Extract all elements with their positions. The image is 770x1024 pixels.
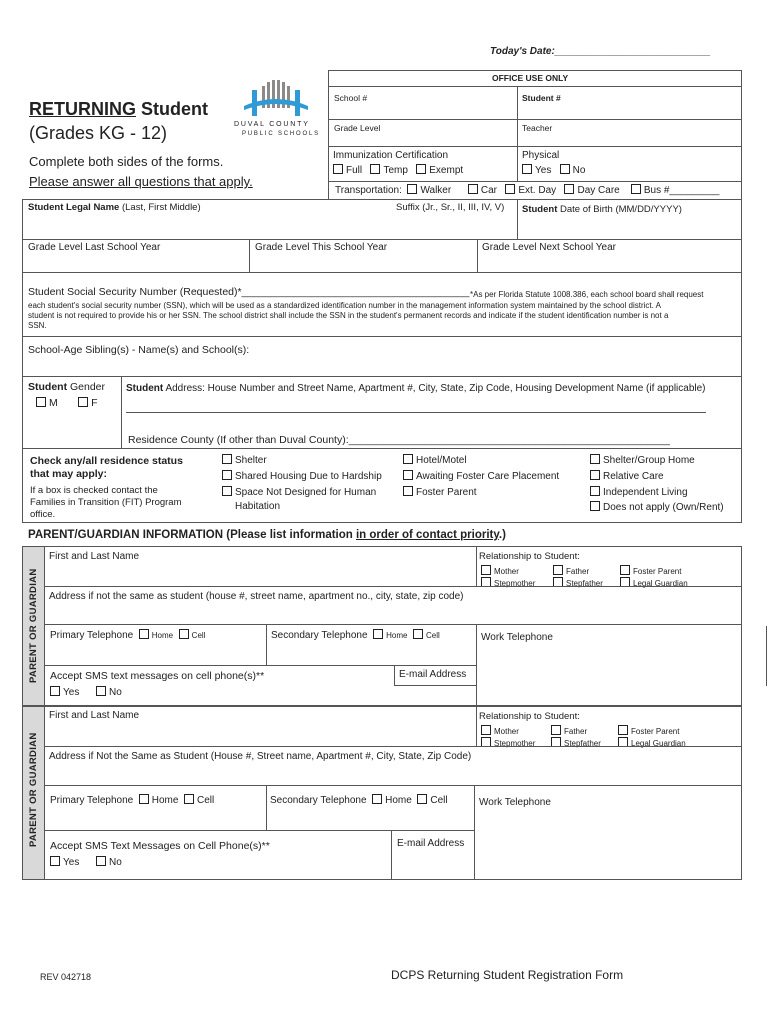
g2-rel-mother: Mother: [481, 725, 519, 736]
g1-foster-checkbox[interactable]: [620, 565, 630, 575]
res-shelter-group-checkbox[interactable]: [590, 454, 600, 464]
g2-sms-no-checkbox[interactable]: [96, 856, 106, 866]
grades-subtitle: (Grades KG - 12): [29, 123, 168, 143]
gender-f-checkbox[interactable]: [78, 397, 88, 407]
bus-checkbox[interactable]: [631, 184, 641, 194]
g1-sms-label: Accept SMS text messages on cell phone(s)**: [50, 670, 265, 682]
res-independent: Independent Living: [590, 486, 688, 498]
g2-relationship-label: Relationship to Student:: [479, 711, 580, 722]
res-shelter-group: Shelter/Group Home: [590, 454, 695, 466]
revision-code: REV 042718: [40, 972, 92, 982]
g2-secondary-home-checkbox[interactable]: [372, 794, 382, 804]
g2-rel-stepfather: Stepfather: [551, 737, 601, 748]
fit-note-1: If a box is checked contact the: [30, 485, 158, 496]
g2-work-phone[interactable]: Work Telephone: [479, 797, 551, 808]
g2-sms-yes-checkbox[interactable]: [50, 856, 60, 866]
logo-line1: DUVAL COUNTY: [234, 121, 310, 128]
guardian-1-side-label: PARENT OR GUARDIAN: [28, 568, 39, 683]
physical-label: Physical: [522, 150, 560, 161]
fit-note-3: office.: [30, 509, 56, 520]
res-space-checkbox[interactable]: [222, 486, 232, 496]
res-space-2: Habitation: [235, 501, 281, 512]
res-awaiting: Awaiting Foster Care Placement: [403, 470, 559, 482]
office-grade-level-field[interactable]: Grade Level: [334, 123, 381, 133]
transportation-row: Transportation: Walker Car Ext. Day Day Care Bus #_________: [335, 185, 720, 196]
g2-rel-legal: Legal Guardian: [618, 737, 686, 748]
student-number-field[interactable]: Student #: [522, 93, 561, 103]
g2-mother-checkbox[interactable]: [481, 725, 491, 735]
res-foster-checkbox[interactable]: [403, 486, 413, 496]
office-use-title: OFFICE USE ONLY: [492, 73, 569, 83]
walker-checkbox[interactable]: [407, 184, 417, 194]
page-title: RETURNING Student: [29, 99, 208, 119]
todays-date[interactable]: Today's Date:____________________________: [490, 46, 711, 57]
res-hotel: Hotel/Motel: [403, 454, 467, 466]
res-shared: Shared Housing Due to Hardship: [222, 470, 382, 482]
g1-primary-phone[interactable]: Primary Telephone Home Cell: [50, 630, 206, 641]
physical-options: Yes No: [522, 164, 585, 176]
legal-name-field[interactable]: Student Legal Name (Last, First Middle): [28, 202, 201, 213]
g1-rel-row1: Mother: [481, 565, 519, 576]
res-awaiting-checkbox[interactable]: [403, 470, 413, 480]
res-hotel-checkbox[interactable]: [403, 454, 413, 464]
answer-all-note: Please answer all questions that apply.: [29, 174, 253, 189]
dcps-logo: [232, 78, 324, 142]
g1-secondary-home-checkbox[interactable]: [373, 629, 383, 639]
res-independent-checkbox[interactable]: [590, 486, 600, 496]
phys-yes-checkbox[interactable]: [522, 164, 532, 174]
g2-primary-home-checkbox[interactable]: [139, 794, 149, 804]
g2-rel-stepmother: Stepmother: [481, 737, 535, 748]
g1-sms-yes-checkbox[interactable]: [50, 686, 60, 696]
res-foster: Foster Parent: [403, 486, 477, 498]
ext-day-checkbox[interactable]: [505, 184, 515, 194]
complete-forms-note: Complete both sides of the forms.: [29, 154, 224, 169]
imm-temp-checkbox[interactable]: [370, 164, 380, 174]
student-address-field[interactable]: Student Address: House Number and Street Name, Apartment #, City, State, Zip Code, Housing Development Name (if applicable): [126, 383, 706, 394]
res-not-apply-checkbox[interactable]: [590, 501, 600, 511]
g2-rel-father: Father: [551, 725, 587, 736]
grade-last-year-field[interactable]: Grade Level Last School Year: [28, 242, 161, 253]
bridge-logo-icon: [232, 78, 324, 120]
g2-primary-cell-checkbox[interactable]: [184, 794, 194, 804]
ssn-field[interactable]: Student Social Security Number (Requested)*_______________________________________: [28, 286, 470, 298]
res-space: Space Not Designed for Human: [222, 486, 376, 498]
g1-email-field[interactable]: E-mail Address: [399, 669, 467, 680]
g1-work-phone[interactable]: Work Telephone: [481, 632, 553, 643]
g2-address-field[interactable]: Address if Not the Same as Student (House #, Street name, Apartment #, City, State, Zip Code): [49, 751, 472, 762]
car-checkbox[interactable]: [468, 184, 478, 194]
g2-secondary-cell-checkbox[interactable]: [417, 794, 427, 804]
res-shelter: Shelter: [222, 454, 267, 466]
g2-father-checkbox[interactable]: [551, 725, 561, 735]
g1-rel-foster: Foster Parent: [620, 565, 681, 576]
g2-email-field[interactable]: E-mail Address: [397, 838, 465, 849]
fit-note-2: Families in Transition (FIT) Program: [30, 497, 182, 508]
g1-secondary-cell-checkbox[interactable]: [413, 629, 423, 639]
res-shared-checkbox[interactable]: [222, 470, 232, 480]
g1-rel-stepmother: Stepmother: [481, 577, 535, 588]
g1-name-field[interactable]: First and Last Name: [49, 551, 140, 562]
g1-father-checkbox[interactable]: [553, 565, 563, 575]
dob-field[interactable]: Student Date of Birth (MM/DD/YYYY): [522, 204, 682, 215]
g1-sms-no-checkbox[interactable]: [96, 686, 106, 696]
school-number-field[interactable]: School #: [334, 93, 368, 103]
grade-next-year-field[interactable]: Grade Level Next School Year: [482, 242, 616, 253]
residence-county-field[interactable]: Residence County (If other than Duval County):_______________________________________________________: [128, 434, 670, 446]
ssn-note-head: *As per Florida Statute 1008.386, each school board shall request: [470, 290, 704, 299]
ssn-note-1: each student's social security number (SSN), which will be used as a standardized identification number in the management information system maintained by the school district. A: [28, 301, 661, 310]
g2-primary-phone[interactable]: Primary Telephone Home Cell: [50, 795, 215, 806]
form-name-footer: DCPS Returning Student Registration Form: [391, 968, 624, 982]
g2-sms-label: Accept SMS Text Messages on Cell Phone(s)**: [50, 840, 270, 852]
g1-primary-home-checkbox[interactable]: [139, 629, 149, 639]
immunization-options: Full Temp Exempt: [333, 164, 463, 176]
g2-sms-options: Yes No: [50, 856, 122, 868]
res-shelter-checkbox[interactable]: [222, 454, 232, 464]
day-care-checkbox[interactable]: [564, 184, 574, 194]
siblings-field[interactable]: School-Age Sibling(s) - Name(s) and School(s):: [28, 344, 250, 356]
residence-title-2: that may apply:: [30, 468, 108, 480]
g1-primary-cell-checkbox[interactable]: [179, 629, 189, 639]
res-relative-checkbox[interactable]: [590, 470, 600, 480]
g1-rel-father: Father: [553, 565, 589, 576]
parent-guardian-header: PARENT/GUARDIAN INFORMATION (Please list information in order of contact priority.): [28, 529, 506, 541]
imm-exempt-checkbox[interactable]: [416, 164, 426, 174]
immunization-label: Immunization Certification: [333, 150, 449, 161]
res-relative: Relative Care: [590, 470, 664, 482]
g1-address-field[interactable]: Address if not the same as student (house #, street name, apartment no., city, state, zip code): [49, 591, 464, 602]
phys-no-checkbox[interactable]: [560, 164, 570, 174]
g2-secondary-phone[interactable]: Secondary Telephone Home Cell: [270, 795, 448, 806]
logo-line2: PUBLIC SCHOOLS: [242, 131, 320, 137]
g1-rel-stepfather: Stepfather: [553, 577, 603, 588]
ssn-note-2: student is not required to provide his or her SSN. The school district shall include the SSN in the student's permanent records and indicate if the student identification number is not a: [28, 311, 669, 320]
gender-label: Student Gender: [28, 381, 106, 393]
g1-mother-checkbox[interactable]: [481, 565, 491, 575]
ssn-note-3: SSN.: [28, 321, 47, 330]
residence-title-1: Check any/all residence status: [30, 455, 183, 467]
suffix-field[interactable]: Suffix (Jr., Sr., II, III, IV, V): [396, 202, 505, 213]
grade-this-year-field[interactable]: Grade Level This School Year: [255, 242, 388, 253]
imm-full-checkbox[interactable]: [333, 164, 343, 174]
gender-m-checkbox[interactable]: [36, 397, 46, 407]
teacher-field[interactable]: Teacher: [522, 123, 553, 133]
g1-secondary-phone[interactable]: Secondary Telephone Home Cell: [271, 630, 440, 641]
g1-sms-options: Yes No: [50, 686, 122, 698]
g1-relationship-label: Relationship to Student:: [479, 551, 580, 562]
guardian-2-side-label: PARENT OR GUARDIAN: [28, 732, 39, 847]
g2-rel-foster: Foster Parent: [618, 725, 679, 736]
gender-options: M F: [36, 397, 98, 409]
g2-foster-checkbox[interactable]: [618, 725, 628, 735]
g2-name-field[interactable]: First and Last Name: [49, 710, 140, 721]
g1-rel-legal: Legal Guardian: [620, 577, 688, 588]
res-not-apply: Does not apply (Own/Rent): [590, 501, 724, 513]
